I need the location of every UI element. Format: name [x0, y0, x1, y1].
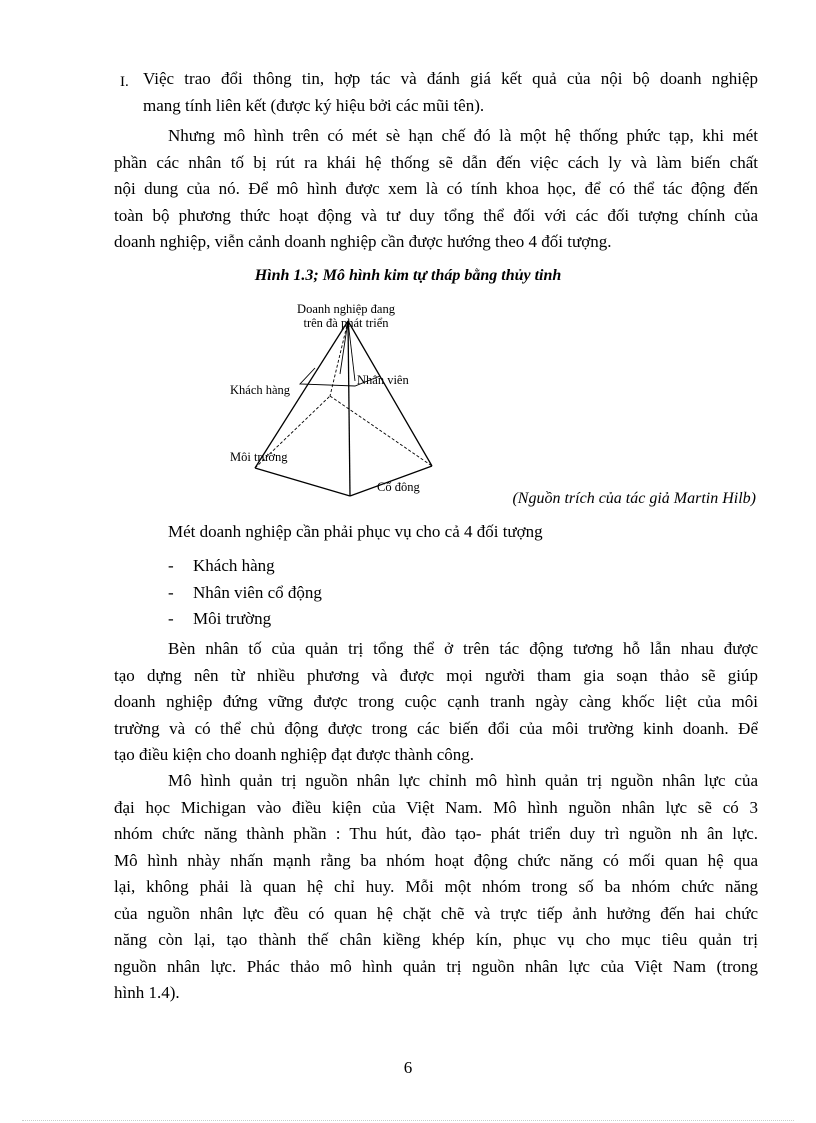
list-item — [168, 553, 322, 580]
text-line: nhóm chức năng thành phần : Thu hút, đào tạo- phát triển duy trì nguồn nh ân lực. — [114, 824, 758, 843]
page-bottom-rule — [22, 1120, 794, 1121]
figure-caption: Hình 1.3; Mô hình kim tự tháp bằng thủy tinh — [254, 267, 562, 284]
pyramid-outline — [255, 321, 432, 496]
page-number: 6 — [403, 1058, 413, 1077]
list-marker: I. — [120, 74, 129, 90]
bullet-dash: - — [168, 609, 174, 628]
list-intro — [168, 519, 543, 546]
label-environment: Môi trường — [230, 450, 288, 464]
text-line: nội dung của nó. Để mô hình được xem là có tính khoa học, để có thể tác động đến — [114, 179, 758, 198]
text-line: của nguồn nhân lực đều có quan hệ chặt chẽ và trực tiếp ảnh hưởng đến hai chức — [114, 903, 758, 923]
text-line: đại học Michigan vào điều kiện của Việt Nam. Mô hình nguồn nhân lực sẽ có 3 — [114, 797, 758, 817]
text-line: phần các nhân tố bị rút ra khái hệ thống sẽ dẫn đến việc cách ly và làm biến chất — [114, 152, 758, 172]
text-line: lại, không phải là quan hệ chỉ huy. Mỗi một nhóm trong số ba nhóm chức năng — [114, 877, 758, 896]
label-shareholders: Cổ đông — [377, 480, 420, 494]
label-employees: Nhân viên — [357, 373, 409, 387]
paragraph-four-factors — [114, 636, 758, 769]
text-line: doanh nghiệp đứng vững được trong cuộc cạnh tranh ngày càng khốc liệt của môi — [114, 692, 758, 711]
list-item-text: Nhân viên cổ động — [193, 582, 322, 602]
label-enterprise-line2: trên đà phát triển — [303, 316, 389, 330]
text-line: Nhưng mô hình trên có mét sè hạn chế đó là một hệ thống phức tạp, khi mét — [168, 126, 758, 145]
text-line: doanh nghiệp, viễn cảnh doanh nghiệp cần được hướng theo 4 đối tượng. — [114, 232, 612, 251]
text-line: tạo dựng nên từ nhiều phương và được mọi người tham gia soạn thảo sẽ giúp — [114, 665, 758, 685]
intro-paragraph — [143, 66, 758, 119]
figure-source: (Nguồn trích của tác giả Martin Hilb) — [512, 490, 756, 507]
label-enterprise-line1: Doanh nghiệp đang — [297, 302, 395, 316]
stakeholder-list — [168, 553, 322, 633]
paragraph-limitations — [114, 123, 758, 256]
label-customers: Khách hàng — [230, 383, 291, 397]
glass-pyramid-diagram — [220, 296, 450, 501]
text-line: toàn bộ phương thức hoạt động và tư duy tổng thể đối với các đối tượng chính của — [114, 205, 758, 225]
text-line: Mét doanh nghiệp cần phải phục vụ cho cả 4 đối tượng — [168, 522, 543, 541]
text-line: Mô hình nhày nhấn mạnh rằng ba nhóm hoạt động chức năng có mối quan hệ qua — [114, 850, 758, 870]
list-item — [168, 580, 322, 607]
list-item — [168, 606, 322, 633]
text-line: hình 1.4). — [114, 983, 180, 1002]
bullet-dash: - — [168, 582, 174, 602]
text-line: Bèn nhân tố của quản trị tổng thể ở trên tác động tương hỗ lẫn nhau được — [168, 639, 758, 658]
text-line: mang tính liên kết (được ký hiệu bởi các mũi tên). — [143, 95, 485, 115]
text-line: năng còn lại, tạo thành thế chân kiềng khép kín, phục vụ cho mục tiêu quản trị — [114, 930, 758, 949]
bullet-dash: - — [168, 556, 174, 575]
list-item-text: Khách hàng — [193, 556, 275, 575]
list-item-text: Môi trường — [193, 609, 272, 628]
text-line: nguồn nhân lực. Phác thảo mô hình quản trị nguồn nhân lực của Việt Nam (trong — [114, 956, 758, 976]
text-line: tạo điều kiện cho doanh nghiệp đạt được thành công. — [114, 745, 474, 764]
text-line: Mô hình quản trị nguồn nhân lực chỉnh mô hình quản trị nguồn nhân lực của — [168, 771, 758, 790]
paragraph-hr-model — [114, 768, 758, 1007]
text-line: Việc trao đổi thông tin, hợp tác và đánh giá kết quả của nội bộ doanh nghiệp — [143, 69, 758, 88]
text-line: trường và có thể chủ động được trong các biến đổi của môi trường kinh doanh. Để — [114, 718, 758, 738]
